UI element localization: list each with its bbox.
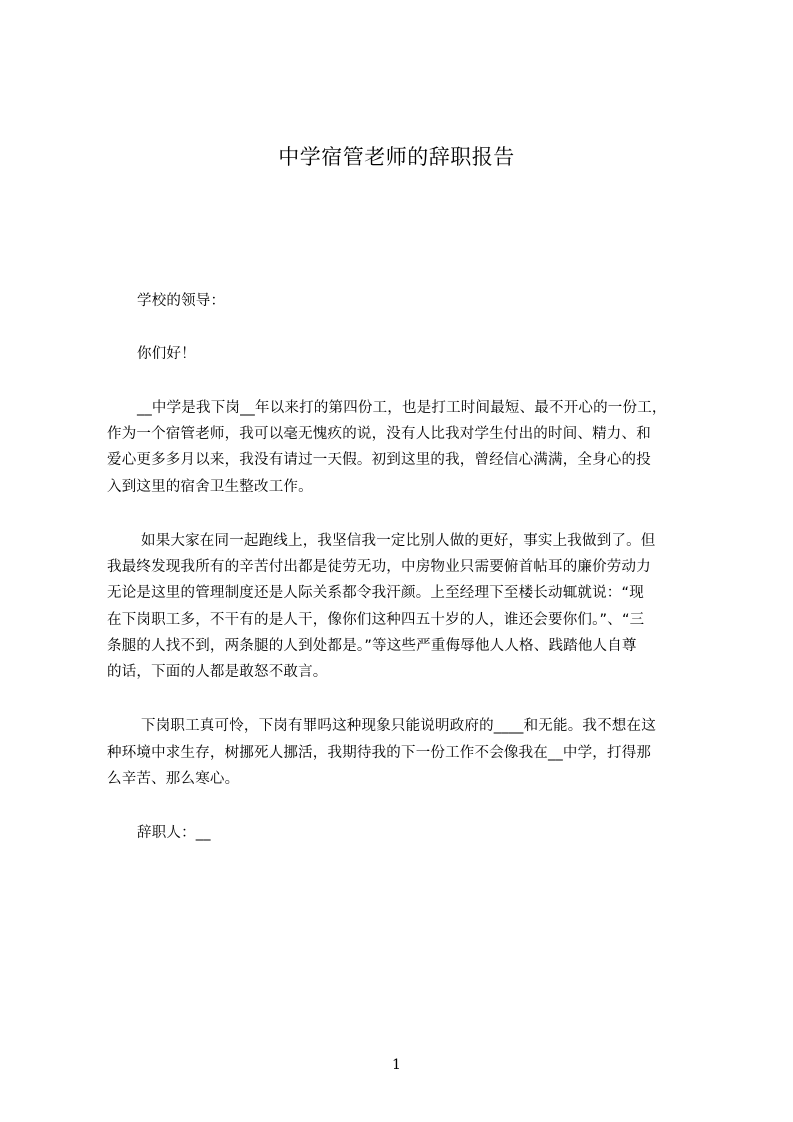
salutation: 学校的领导： <box>137 293 226 309</box>
paragraph2-line: 无论是这里的管理制度还是人际关系都令我汗颜。上至经理下至楼长动辄就说：“现 <box>107 585 644 601</box>
signature: 辞职人：__ <box>137 825 211 841</box>
paragraph3-line: 种环境中求生存，树挪死人挪活，我期待我的下一份工作不会像我在__中学，打得那 <box>107 745 652 761</box>
paragraph2-line: 的话，下面的人都是敢怒不敢言。 <box>107 664 328 680</box>
paragraph3-line: 下岗职工真可怜，下岗有罪吗这种现象只能说明政府的____和无能。我不想在这 <box>141 718 656 734</box>
paragraph2-line: 条腿的人找不到，两条腿的人到处都是。”等这些严重侮辱他人人格、践踏他人自尊 <box>107 638 637 654</box>
document-title: 中学宿管老师的辞职报告 <box>278 145 515 169</box>
paragraph1-line: 入到这里的宿舍卫生整改工作。 <box>107 479 313 495</box>
paragraph3-line: 么辛苦、那么寒心。 <box>107 771 240 787</box>
paragraph1-line: 爱心更多多月以来，我没有请过一天假。初到这里的我，曾经信心满满，全身心的投 <box>107 452 651 468</box>
paragraph2-line: 在下岗职工多，不干有的是人干，像你们这种四五十岁的人，谁还会要你们。”、“三 <box>107 612 645 628</box>
paragraph1-line: 作为一个宿管老师，我可以毫无愧疚的说，没有人比我对学生付出的时间、精力、和 <box>107 426 651 442</box>
paragraph1-line: __中学是我下岗__年以来打的第四份工，也是打工时间最短、最不开心的一份工， <box>137 400 667 416</box>
page-number: 1 <box>392 1057 401 1073</box>
greeting: 你们好！ <box>137 346 196 362</box>
paragraph2-line: 如果大家在同一起跑线上，我坚信我一定比别人做的更好，事实上我做到了。但 <box>141 533 656 549</box>
paragraph2-line: 我最终发现我所有的辛苦付出都是徒劳无功，中房物业只需要俯首帖耳的廉价劳动力 <box>107 559 651 575</box>
